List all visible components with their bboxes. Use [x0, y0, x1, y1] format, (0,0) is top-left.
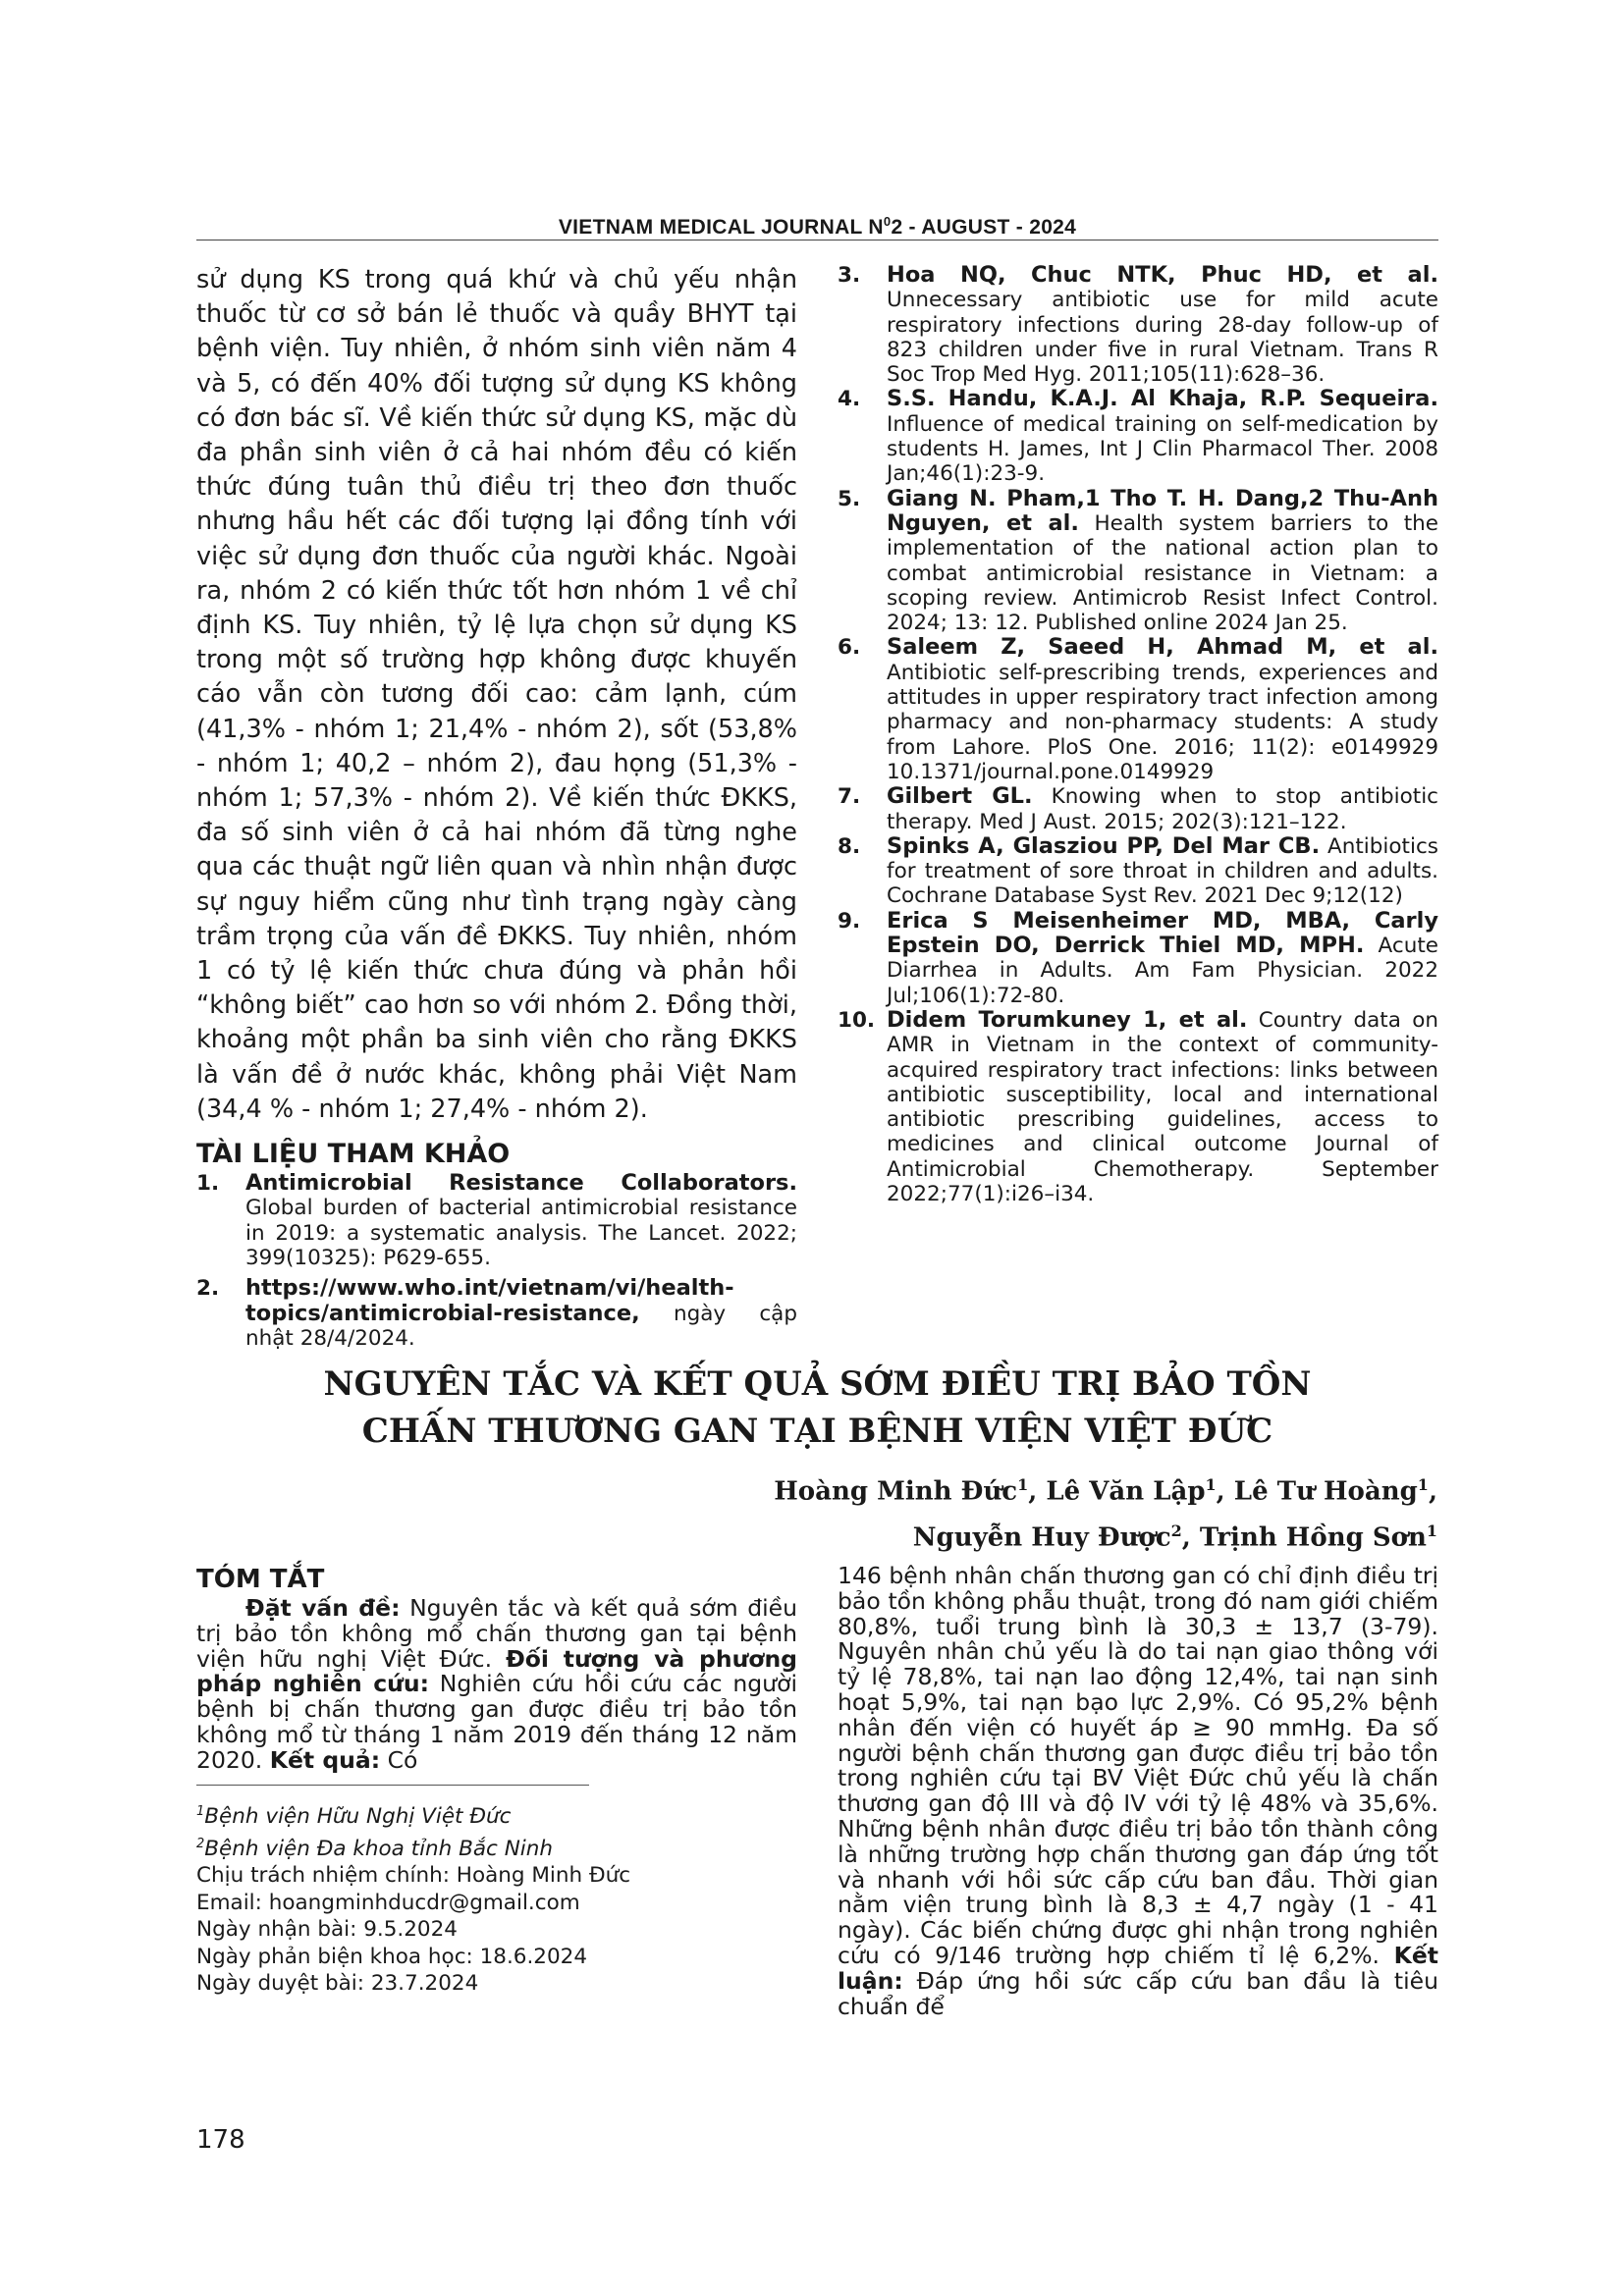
abstract-continued: [838, 1564, 1438, 2019]
running-header-prefix: VIETNAM MEDICAL JOURNAL N: [558, 216, 884, 239]
body-paragraph: sử dụng KS trong quá khứ và chủ yếu nhận thuốc từ cơ sở bán lẻ thuốc và quầy BHYT tại bệnh viện. Tuy nhiên, ở nhóm sinh viên năm 4 và 5, có đến 40% đối tượng sử dụng KS không có đơn bác sĩ. Về kiến thức sử dụng KS, mặc dù đa phần sinh viên ở cả hai nhóm đều có kiến thức đúng tuân thủ điều trị theo đơn thuốc nhưng hầu hết các đối tượng lại đồng tính với việc sử dụng đơn thuốc của người khác. Ngoài ra, nhóm 2 có kiến thức tốt hơn nhóm 1 về chỉ định KS. Tuy nhiên, tỷ lệ lựa chọn sử dụng KS trong một số trường hợp không được khuyến cáo vẫn còn tương đối cao: cảm lạnh, cúm (41,3% - nhóm 1; 21,4% - nhóm 2), sốt (53,8% - nhóm 1; 40,2 – nhóm 2), đau họng (51,3% - nhóm 1; 57,3% - nhóm 2). Về kiến thức ĐKKS, đa số sinh viên ở cả hai nhóm đã từng nghe qua các thuật ngữ liên quan và nhìn nhận được sự nguy hiểm cũng như tình trạng ngày càng trầm trọng của vấn đề ĐKKS. Tuy nhiên, nhóm 1 có tỷ lệ kiến thức chưa đúng và phản hồi “không biết” cao hơn so với nhóm 2. Đồng thời, khoảng một phần ba sinh viên cho rằng ĐKKS là vấn đề ở nước khác, không phải Việt Nam (34,4 % - nhóm 1; 27,4% - nhóm 2).: [196, 265, 797, 1124]
reference-item: [196, 1171, 797, 1270]
abstract-text-results-start: Có: [387, 1745, 418, 1774]
page-number: 178: [196, 2125, 245, 2155]
reference-number: 7.: [838, 784, 861, 810]
author-affiliation: 1: [1205, 1475, 1217, 1494]
footnote-affiliation-1: [196, 1798, 609, 1831]
abstract-paragraph: [196, 1596, 797, 1774]
reference-authors: Antimicrobial Resistance Collaborators.: [245, 1170, 797, 1197]
abstract-label-results: Kết quả:: [269, 1745, 381, 1774]
reference-item: [838, 784, 1438, 834]
abstract-label-background: Đặt vấn đề:: [245, 1594, 401, 1622]
footnote-review-date: Ngày phản biện khoa học: 18.6.2024: [196, 1944, 588, 1969]
abstract-left-column: [196, 1565, 797, 1774]
reference-authors: S.S. Handu, K.A.J. Al Khaja, R.P. Sequeira.: [887, 386, 1438, 412]
reference-text: Global burden of bacterial antimicrobial resistance in 2019: a systematic analysis. The Lancet. 2022; 399(10325): P629-655.: [245, 1196, 797, 1270]
author-separator: ,: [1428, 1476, 1437, 1507]
reference-authors: Erica S Meisenheimer MD, MBA, Carly Epstein DO, Derrick Thiel MD, MPH.: [887, 907, 1438, 959]
reference-number: 1.: [196, 1171, 220, 1197]
reference-authors: Spinks A, Glasziou PP, Del Mar CB.: [887, 832, 1321, 859]
reference-authors: Giang N. Pham,1 Tho T. H. Dang,2 Thu-Anh Nguyen, et al.: [887, 485, 1438, 536]
abstract-label-conclusion: Kết luận:: [838, 1941, 1438, 1995]
footnote-affiliation-2: [196, 1831, 609, 1863]
abstract-heading: TÓM TẮT: [196, 1565, 325, 1594]
author-affiliation: 1: [1017, 1475, 1029, 1494]
reference-text: Knowing when to stop antibiotic therapy. Med J Aust. 2015; 202(3):121–122.: [887, 784, 1438, 834]
footnote-received-date: Ngày nhận bài: 9.5.2024: [196, 1917, 458, 1943]
reference-number: 8.: [838, 833, 861, 859]
author-name: Hoàng Minh Đức: [774, 1476, 1018, 1507]
reference-item: [838, 909, 1438, 1008]
reference-item: [838, 1008, 1438, 1206]
reference-number: 9.: [838, 908, 861, 934]
author-separator: ,: [1216, 1476, 1234, 1507]
abstract-text-results: 146 bệnh nhân chấn thương gan có chỉ định điều trị bảo tồn không phẫu thuật, trong đó nam giới chiếm 80,8%, tuổi trung bình là 30,3 ± 13,7 (3-79). Nguyên nhân chủ yếu là do tai nạn giao thông với tỷ lệ 78,8%, tai nạn lao động 12,4%, tai nạn sinh hoạt 5,9%, tai nạn bạo lực 2,9%. Có 95,2% bệnh nhân đến viện có huyết áp ≥ 90 mmHg. Đa số người bệnh chấn thương gan được điều trị bảo tồn trong nghiên cứu tại BV Việt Đức chủ yếu là chấn thương gan độ III và độ IV với tỷ lệ 48% và 35,6%. Những bệnh nhân được điều trị bảo tồn thành công là những trường hợp chấn thương gan đáp ứng tốt và nhanh với hồi sức cấp cứu ban đầu. Thời gian nằm viện trung bình là 8,3 ± 4,7 ngày (1 - 41 ngày). Các biến chứng được ghi nhận trong nghiên cứu có 9/146 trường hợp chiếm tỉ lệ 6,2%.: [838, 1562, 1438, 1969]
left-column: [196, 263, 797, 1351]
footnote-email[interactable]: Email: hoangminhducdr@gmail.com: [196, 1890, 580, 1915]
article-title-line-2: CHẤN THƯƠNG GAN TẠI BỆNH VIỆN VIỆT ĐỨC: [361, 1412, 1273, 1451]
reference-item: [838, 387, 1438, 486]
reference-number: 3.: [838, 263, 861, 288]
reference-number: 6.: [838, 635, 861, 661]
abstract-right-column: [838, 1564, 1438, 2019]
reference-authors: Didem Torumkuney 1, et al.: [887, 1006, 1248, 1033]
reference-text: Unnecessary antibiotic use for mild acute respiratory infections during 28-day follow-up of 823 children under five in rural Vietnam. Trans R Soc Trop Med Hyg. 2011;105(11):628–36.: [887, 288, 1438, 388]
author-separator: ,: [1181, 1522, 1200, 1553]
right-column: [838, 263, 1438, 1206]
author-line-2: [774, 1512, 1437, 1558]
reference-text: Acute Diarrhea in Adults. Am Fam Physician. 2022 Jul;106(1):72-80.: [887, 934, 1438, 1008]
reference-text: Country data on AMR in Vietnam in the context of community-acquired respiratory tract infections: links between antibiotic susceptibility, local and international antibiotic prescribing guidelines, access to medicines and clinical outcome Journal of Antimicrobial Chemotherapy. September 2022;77(1):i26–i34.: [887, 1007, 1438, 1206]
footnote-accepted-date: Ngày duyệt bài: 23.7.2024: [196, 1971, 479, 1997]
reference-text: Health system barriers to the implementation of the national action plan to combat antimicrobial resistance in Vietnam: a scoping review. Antimicrob Resist Infect Control. 2024; 13: 12. Published online 2024 Jan 25.: [887, 510, 1439, 636]
reference-authors: Hoa NQ, Chuc NTK, Phuc HD, et al.: [887, 262, 1438, 288]
running-header-sup: 0: [883, 214, 892, 229]
reference-number: 10.: [838, 1007, 876, 1033]
running-header: [196, 214, 1438, 240]
reference-text: ngày cập nhật 28/4/2024.: [245, 1301, 797, 1351]
article-title: [196, 1361, 1438, 1455]
reference-number: 4.: [838, 387, 861, 412]
abstract-text-conclusion: Đáp ứng hồi sức cấp cứu ban đầu là tiêu chuẩn để: [838, 1966, 1438, 2020]
reference-authors: Gilbert GL.: [887, 783, 1033, 810]
reference-item: [838, 263, 1438, 387]
footnotes: [196, 1798, 631, 1998]
reference-text: Influence of medical training on self-medication by students H. James, Int J Clin Pharmacol Ther. 2008 Jan;46(1):23-9.: [887, 411, 1438, 487]
reference-item: [196, 1276, 797, 1351]
affiliation-name: Bệnh viện Đa khoa tỉnh Bắc Ninh: [204, 1836, 554, 1861]
affiliation-marker: 2: [196, 1836, 205, 1851]
reference-text: Antibiotic self-prescribing trends, experiences and attitudes in upper respiratory tract infection among pharmacy and non-pharmacy students: A study from Lahore. PloS One. 2016; 11(2): e0149929 10.1371/journal.pone.0149929: [887, 660, 1438, 784]
abstract-text-background: Nguyên tắc và kết quả sớm điều trị bảo tồn không mổ chấn thương gan tại bệnh viện hữu nghị Việt Đức.: [196, 1594, 797, 1673]
reference-text: Antibiotics for treatment of sore throat in children and adults. Cochrane Database Syst Rev. 2021 Dec 9;12(12): [887, 833, 1438, 909]
reference-authors: Saleem Z, Saeed H, Ahmad M, et al.: [887, 634, 1438, 661]
author-line-1: [774, 1466, 1437, 1512]
footnote-responsible: Chịu trách nhiệm chính: Hoàng Minh Đức: [196, 1863, 631, 1889]
running-header-suffix: 2 - AUGUST - 2024: [891, 216, 1077, 239]
affiliation-marker: 1: [196, 1804, 205, 1819]
affiliation-name: Bệnh viện Hữu Nghị Việt Đức: [204, 1804, 512, 1830]
references-heading: TÀI LIỆU THAM KHẢO: [196, 1139, 511, 1170]
author-name: Nguyễn Huy Được: [912, 1522, 1171, 1553]
author-separator: ,: [1028, 1476, 1047, 1507]
references-list-left: [196, 1171, 797, 1351]
reference-item: [838, 834, 1438, 909]
author-affiliation: 1: [1417, 1475, 1429, 1494]
author-name: Lê Văn Lập: [1046, 1476, 1206, 1507]
reference-item: [838, 635, 1438, 784]
article-title-line-1: NGUYÊN TẮC VÀ KẾT QUẢ SỚM ĐIỀU TRỊ BẢO TỒN: [323, 1364, 1312, 1404]
references-list-right: [838, 263, 1438, 1206]
abstract-label-methods: Đối tượng và phương pháp nghiên cứu:: [196, 1644, 798, 1698]
author-name: Trịnh Hồng Sơn: [1199, 1522, 1427, 1553]
reference-link[interactable]: https://www.who.int/vietnam/vi/health-topics/antimicrobial-resistance,: [245, 1275, 734, 1326]
author-name: Lê Tư Hoàng: [1233, 1476, 1418, 1507]
reference-number: 2.: [196, 1276, 220, 1302]
abstract-text-methods: Nghiên cứu hồi cứu các người bệnh bị chấn thương gan được điều trị bảo tồn không mổ từ tháng 1 năm 2019 đến tháng 12 năm 2020.: [196, 1670, 797, 1774]
author-affiliation: 2: [1170, 1521, 1182, 1540]
author-affiliation: 1: [1426, 1521, 1437, 1540]
reference-number: 5.: [838, 486, 861, 511]
reference-item: [838, 487, 1438, 636]
author-list: [774, 1466, 1437, 1557]
footnote-divider: [196, 1785, 589, 1786]
